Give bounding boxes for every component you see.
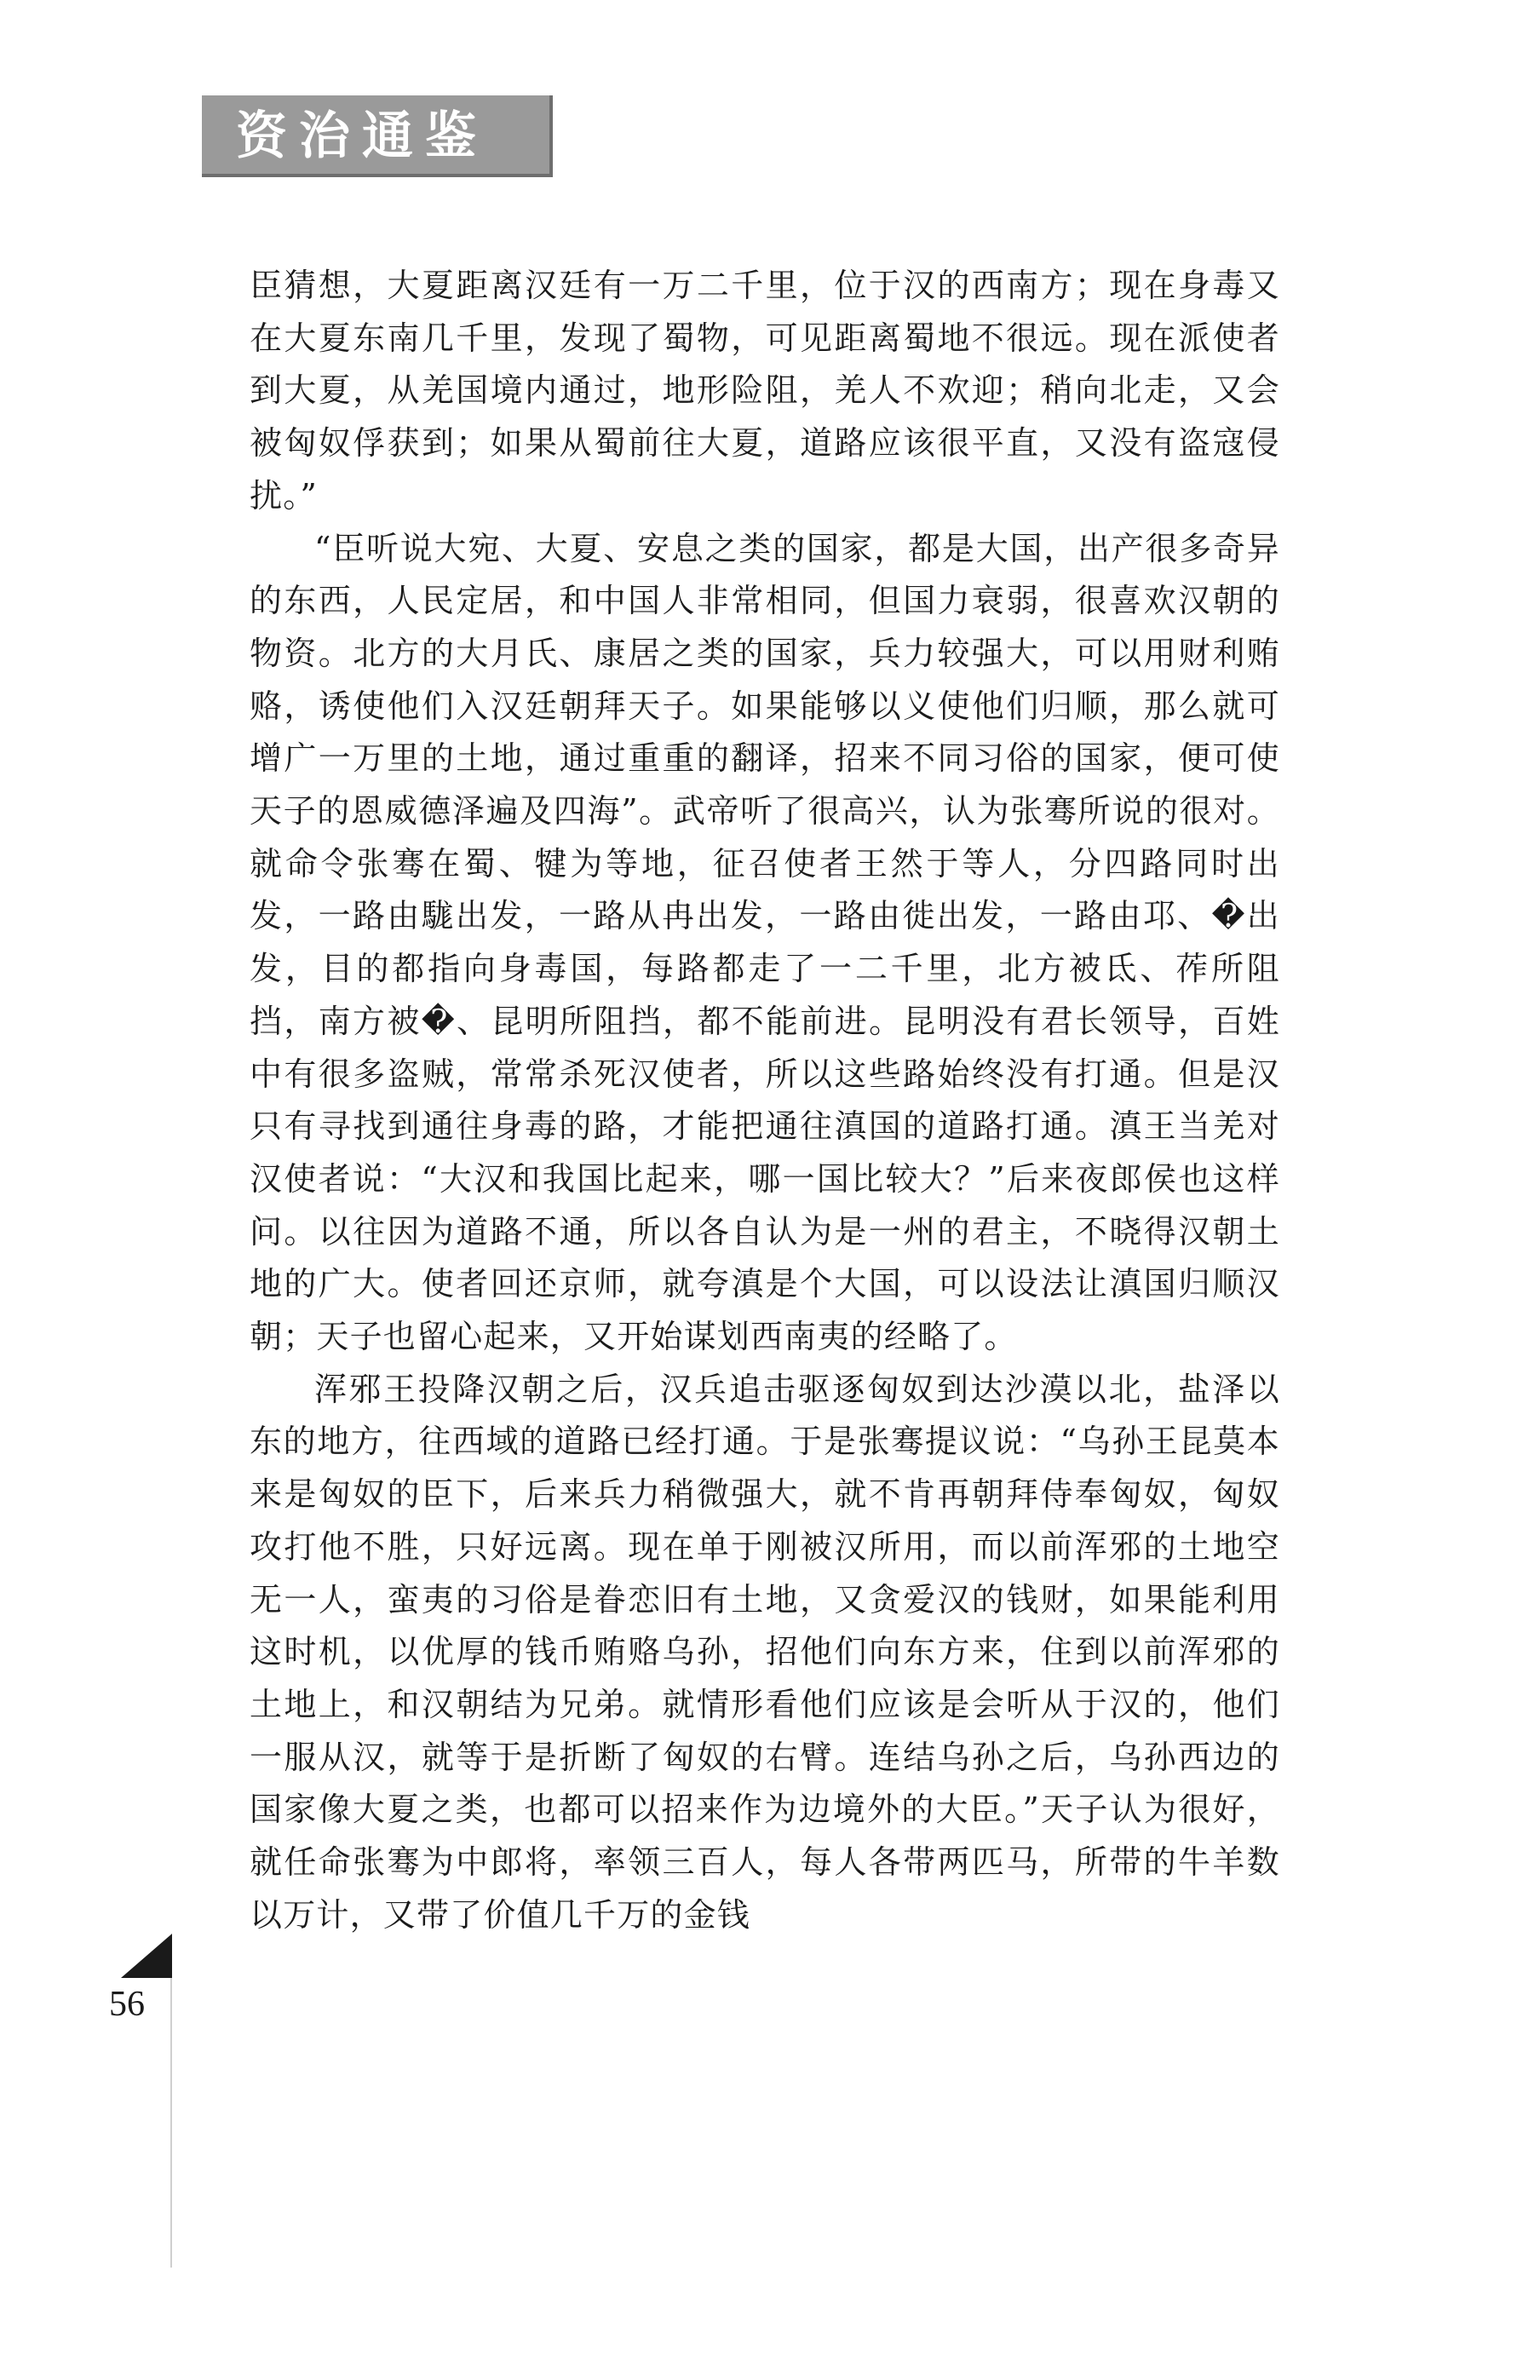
- main-text: [250, 260, 1280, 1942]
- paragraph: 浑邪王投降汉朝之后，汉兵追击驱逐匈奴到达沙漠以北，盐泽以东的地方，往西域的道路已经打通。于是张骞提议说：“乌孙王昆莫本来是匈奴的臣下，后来兵力稍微强大，就不肯再朝拜侍奉匈奴，匈奴攻打他不胜，只好远离。现在单于刚被汉所用，而以前浑邪的土地空无一人，蛮夷的习俗是眷恋旧有土地，又贪爱汉的钱财，如果能利用这时机，以优厚的钱币贿赂乌孙，招他们向东方来，住到以前浑邪的土地上，和汉朝结为兄弟。就情形看他们应该是会听从于汉的，他们一服从汉，就等于是折断了匈奴的右臂。连结乌孙之后，乌孙西边的国家像大夏之类，也都可以招来作为边境外的大臣。”天子认为很好，就任命张骞为中郎将，率领三百人，每人各带两匹马，所带的牛羊数以万计，又带了价值几千万的金钱: [250, 1370, 1280, 1934]
- page-corner-marker: [121, 1934, 172, 1978]
- paragraph-continued: 臣猜想，大夏距离汉廷有一万二千里，位于汉的西南方；现在身毒又在大夏东南几千里，发现了蜀物，可见距离蜀地不很远。现在派使者到大夏，从羌国境内通过，地形险阻，羌人不欢迎；稍向北走，又会被匈奴俘获到；如果从蜀前往大夏，道路应该很平直，又没有盗寇侵扰。”: [250, 267, 1280, 515]
- page-number: 56: [109, 1985, 145, 2024]
- book-title: 资治通鉴: [236, 106, 488, 166]
- margin-divider: [170, 1978, 172, 2268]
- paragraph: “臣听说大宛、大夏、安息之类的国家，都是大国，出产很多奇异的东西，人民定居，和中国人非常相同，但国力衰弱，很喜欢汉朝的物资。北方的大月氏、康居之类的国家，兵力较强大，可以用财利贿赂，诱使他们入汉廷朝拜天子。如果能够以义使他们归顺，那么就可增广一万里的土地，通过重重的翻译，招来不同习俗的国家，便可使天子的恩威德泽遍及四海”。武帝听了很高兴，认为张骞所说的很对。就命令张骞在蜀、犍为等地，征召使者王然于等人，分四路同时出发，一路由駹出发，一路从冉出发，一路由徙出发，一路由邛、�出发，目的都指向身毒国，每路都走了一二千里，北方被氐、莋所阻挡，南方被�、昆明所阻挡，都不能前进。昆明没有君长领导，百姓中有很多盗贼，常常杀死汉使者，所以这些路始终没有打通。但是汉只有寻找到通往身毒的路，才能把通往滇国的道路打通。滇王当羌对汉使者说：“大汉和我国比起来，哪一国比较大？”后来夜郎侯也这样问。以往因为道路不通，所以各自认为是一州的君主，不晓得汉朝土地的广大。使者回还京师，就夸滇是个大国，可以设法让滇国归顺汉朝；天子也留心起来，又开始谋划西南夷的经略了。: [250, 529, 1280, 1356]
- header-banner: [202, 95, 553, 177]
